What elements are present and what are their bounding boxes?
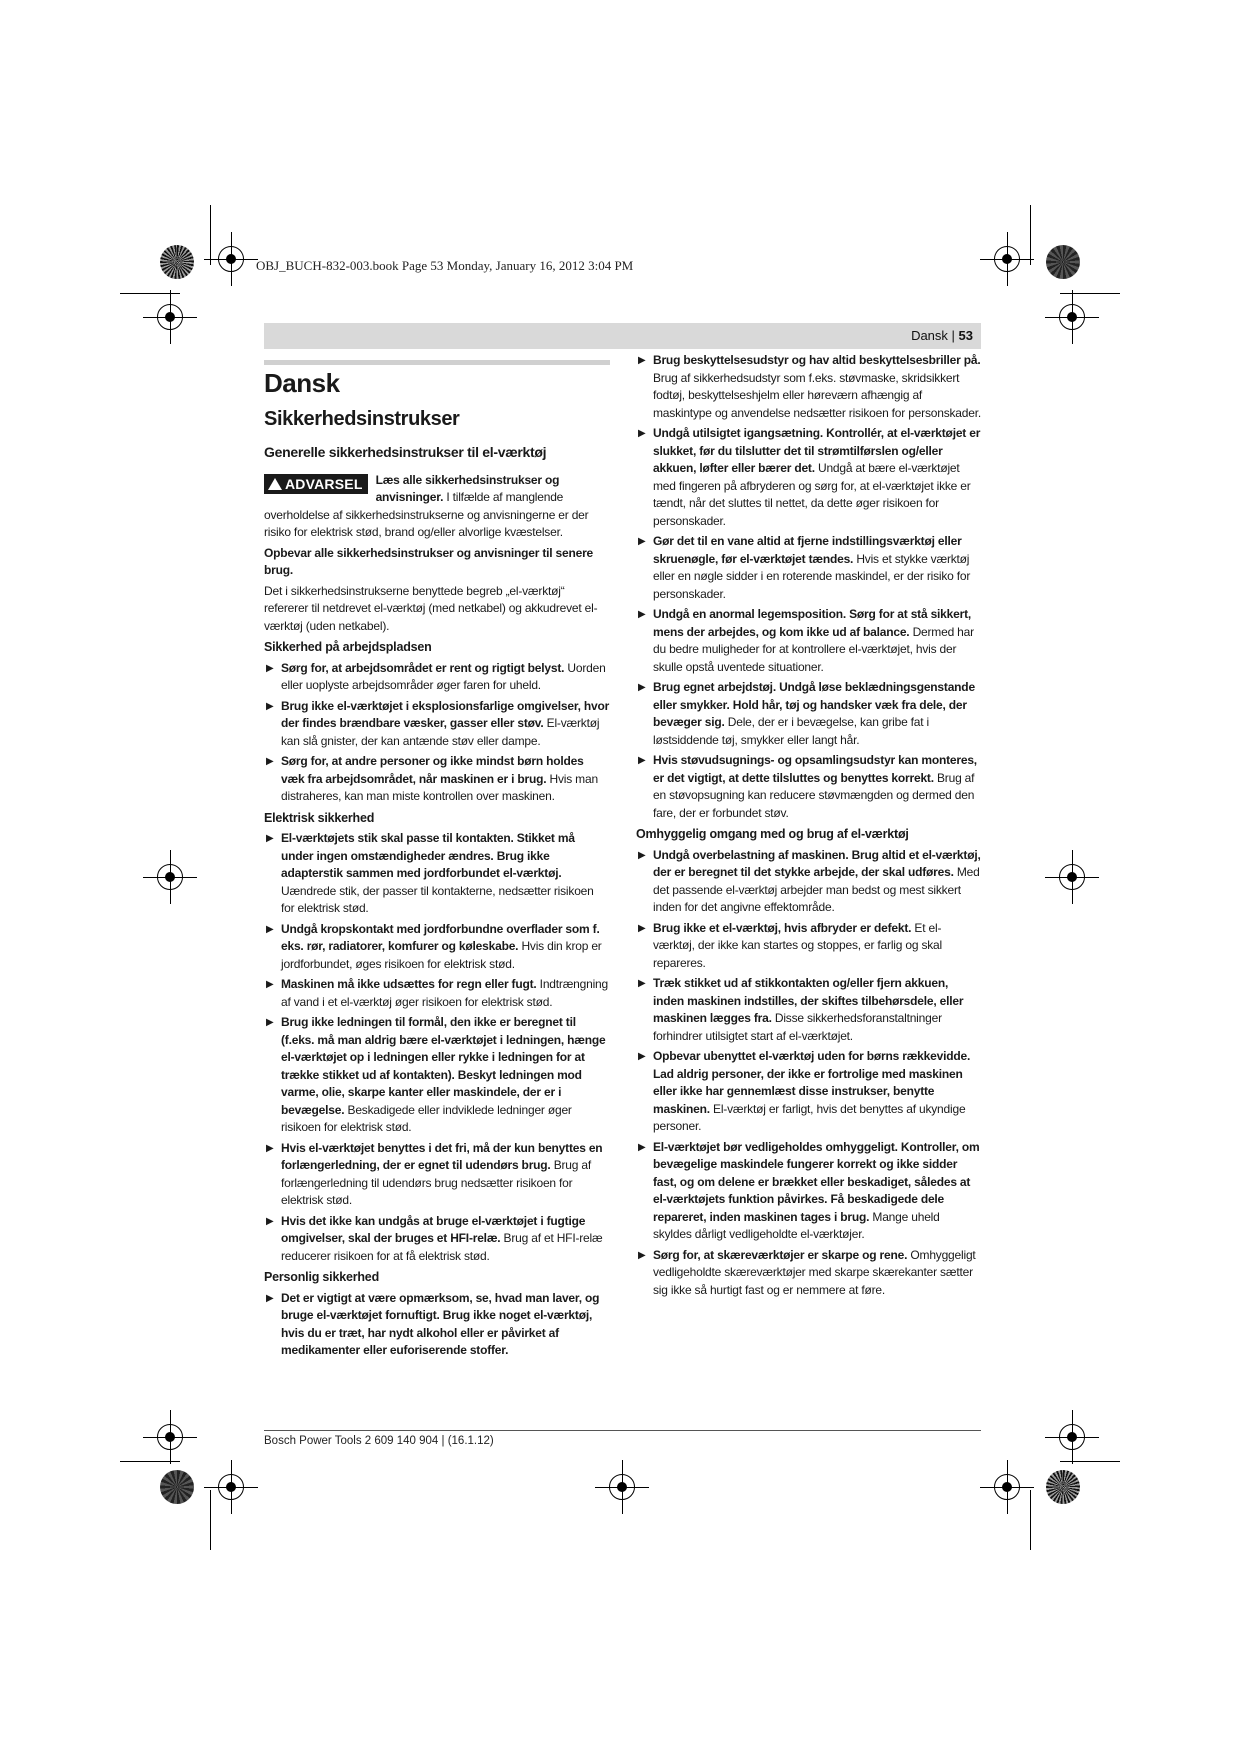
bullet-arrow-icon: ▶: [638, 536, 646, 547]
bullet-arrow-icon: ▶: [638, 849, 646, 861]
crosshair-mid-left: [143, 850, 197, 904]
keep-bold: Opbevar alle sikkerhedsinstrukser og anvisninger til senere brug.: [264, 545, 594, 577]
trim-line-bottom-left-h: [120, 1461, 180, 1462]
list-item: ▶ Brug ikke et el-værktøj, hvis afbryder er defekt. Et el-værktøj, der ikke kan startes og stoppes, er farlig og skal repareres.: [638, 920, 942, 970]
bullet-arrow-icon: ▶: [266, 756, 274, 767]
warning-label: ADVARSEL: [285, 475, 363, 492]
page-number: 53: [958, 328, 973, 343]
header-language: Dansk: [911, 328, 948, 343]
bullet-arrow-icon: ▶: [638, 682, 646, 693]
registration-wheel-bottom-left: [160, 1470, 194, 1504]
list-item: ▶ Undgå kropskontakt med jordforbundne overflader som f. eks. rør, radiatorer, komfurer og køleskabe. Hvis din krop er jordforbundet, øges risikoen for elektrisk stød.: [266, 921, 602, 971]
bullet-arrow-icon: ▶: [266, 662, 274, 674]
warning-triangle-icon: [268, 478, 282, 490]
list-item: ▶ Maskinen må ikke udsættes for regn eller fugt. Indtrængning af vand i et el-værktøj øger risikoen for elektrisk stød.: [266, 977, 608, 1009]
left-column: [264, 352, 610, 1357]
footer-rule: [264, 1430, 981, 1431]
bullet-arrow-icon: ▶: [266, 1142, 274, 1154]
electrical-list: [264, 830, 610, 1265]
list-item: ▶ Det er vigtigt at være opmærksom, se, hvad man laver, og bruge el-værktøjet fornuftigt. Brug ikke noget el-værktøj, hvis du er træt, har nydt alkohol eller er påvirket af medikamenter eller euforiserende stoffer.: [266, 1290, 600, 1357]
registration-wheel-top-left: [160, 245, 194, 279]
trim-line-bottom-right-v: [1030, 1490, 1031, 1550]
crosshair-upper-left: [143, 290, 197, 344]
personal-heading: Personlig sikkerhed: [264, 1270, 379, 1284]
bullet-arrow-icon: ▶: [638, 978, 646, 989]
work-area-heading: Sikkerhed på arbejdspladsen: [264, 640, 432, 654]
warning-bold: Læs alle sikkerhedsinstrukser og anvisninger.: [375, 472, 560, 504]
trim-line-bottom-right-h: [1060, 1461, 1120, 1462]
crosshair-bottom-center: [595, 1460, 649, 1514]
list-item: ▶ Undgå en anormal legemsposition. Sørg for at stå sikkert, mens der arbejdes, og kom ikke ud af balance. Dermed har du bedre muligheder for at kontrollere el-værktøjet, hvis der skulle opstå uventede situationer.: [638, 607, 974, 674]
trim-line-top-right-v: [1030, 205, 1031, 265]
running-header: Dansk | 53: [911, 328, 973, 343]
bullet-arrow-icon: ▶: [266, 833, 274, 844]
bullet-arrow-icon: ▶: [266, 1017, 274, 1028]
trim-line-top-left-h: [120, 293, 180, 294]
crosshair-lower-right: [1045, 1410, 1099, 1464]
registration-wheel-top-right: [1046, 245, 1080, 279]
personal-list-start: [264, 1290, 610, 1357]
title-rule: [264, 360, 610, 365]
bullet-arrow-icon: ▶: [638, 609, 646, 620]
bullet-arrow-icon: ▶: [638, 755, 646, 766]
crosshair-bottom-left: [204, 1460, 258, 1514]
page-footer: Bosch Power Tools 2 609 140 904 | (16.1.12): [264, 1435, 494, 1447]
list-item: ▶ Undgå overbelastning af maskinen. Brug altid et el-værktøj, der er beregnet til det stykke arbejde, der skal udføres. Med det passende el-værktøj arbejder man bedst og mest sikkert inden for det angivne effektområde.: [638, 847, 981, 914]
trim-line-top-left-v: [210, 205, 211, 265]
list-item: ▶ Sørg for, at skæreværktøjer er skarpe og rene. Omhyggeligt vedligeholdte skæreværktøjer med skarpe skærekanter sætter sig ikke så hurtigt fast og er nemmere at føre.: [638, 1247, 976, 1297]
list-item: ▶ Opbevar ubenyttet el-værktøj uden for børns rækkevidde. Lad aldrig personer, der ikke er fortrolige med maskinen eller ikke har gennemlæst disse instrukser, benytte maskinen. El-værktøj er farligt, hvis det benyttes af ukyndige personer.: [638, 1049, 971, 1133]
crosshair-top-left: [204, 232, 258, 286]
list-item: ▶ Hvis el-værktøjet benyttes i det fri, må der kun benyttes en forlængerledning, der er egnet til udendørs brug. Brug af forlængerledning til udendørs brug nedsætter risikoen for elektrisk stød.: [266, 1140, 603, 1207]
list-item: ▶ Undgå utilsigtet igangsætning. Kontrollér, at el-værktøjet er slukket, før du tilslutter det til strømtilførslen og/eller akkuen, løfter eller bærer det. Undgå at bære el-værktøjet med fingeren på afbryderen og sørg for, at el-værktøjet ikke er tændt, når det sluttes til nettet, da dette øger risikoen for personskader.: [638, 426, 981, 528]
list-item: ▶ Brug egnet arbejdstøj. Undgå løse beklædningsgenstande eller smykker. Hold hår, tøj og handsker væk fra dele, der bevæger sig. Dele, der er i bevægelse, kan gribe fat i løstsiddende tøj, smykker eller langt hår.: [638, 680, 975, 747]
bullet-arrow-icon: ▶: [638, 1051, 646, 1062]
list-item: ▶ Brug ikke el-værktøjet i eksplosionsfarlige omgivelser, hvor der findes brændbare væsker, gasser eller støv. El-værktøj kan slå gnister, der kan antænde støv eller dampe.: [266, 698, 610, 748]
careful-heading: Omhyggelig omgang med og brug af el-værktøj: [636, 827, 909, 841]
running-header-bar: [264, 323, 981, 349]
bullet-arrow-icon: ▶: [638, 922, 646, 934]
warning-badge: [264, 474, 368, 495]
definition-paragraph: Det i sikkerhedsinstrukserne benyttede begreb „el-værktøj“ refererer til netdrevet el-værktøj (med netkabel) og akkudrevet el-værktøj (uden netkabel).: [264, 583, 598, 633]
registration-wheel-bottom-right: [1046, 1470, 1080, 1504]
crosshair-upper-right: [1045, 290, 1099, 344]
bullet-arrow-icon: ▶: [638, 355, 646, 366]
careful-list: [636, 847, 981, 1300]
bullet-arrow-icon: ▶: [638, 1141, 646, 1153]
keep-instructions: [264, 545, 610, 580]
list-item: ▶ Brug ikke ledningen til formål, den ikke er beregnet til (f.eks. må man aldrig bære el-værktøjet i ledningen, hænge el-værktøjet op i ledningen eller rykke i ledningen for at trække stikket ud af kontakten). Beskyt ledningen mod varme, olie, skarpe kanter eller maskindele, der er i bevægelse. Beskadigede eller indviklede ledninger øger risikoen for elektrisk stød.: [266, 1015, 606, 1134]
crosshair-mid-right: [1045, 850, 1099, 904]
book-slug-line: OBJ_BUCH-832-003.book Page 53 Monday, January 16, 2012 3:04 PM: [256, 258, 634, 273]
trim-line-top-right-h: [1060, 293, 1120, 294]
bullet-arrow-icon: ▶: [266, 979, 274, 990]
crosshair-top-right: [980, 232, 1034, 286]
list-item: ▶ El-værktøjet bør vedligeholdes omhyggeligt. Kontroller, om bevægelige maskindele fungerer korrekt og ikke sidder fast, og om delene er brækket eller beskadiget, således at el-værktøjets funktion påvirkes. Få beskadigede dele repareret, inden maskinen tages i brug. Mange uheld skyldes dårligt vedligeholdte el-værktøjer.: [638, 1139, 980, 1241]
crosshair-bottom-right: [980, 1460, 1034, 1514]
crosshair-lower-left: [143, 1410, 197, 1464]
personal-list: [636, 352, 981, 822]
warning-text: I tilfælde af manglende overholdelse af sikkerhedsinstrukserne og anvisningerne er der risiko for elektrisk stød, brand og/eller alvorlige kvæstelser.: [264, 490, 589, 539]
electrical-heading: Elektrisk sikkerhed: [264, 810, 375, 825]
list-item: ▶ Hvis støvudsugnings- og opsamlingsudstyr kan monteres, er det vigtigt, at dette tilsluttes og benyttes korrekt. Brug af en støvopsugning kan reducere støvmængden og dermed den fare, der er forbundet støv.: [638, 753, 977, 820]
bullet-arrow-icon: ▶: [638, 428, 646, 439]
section-title: Sikkerhedsinstrukser: [264, 407, 460, 430]
bullet-arrow-icon: ▶: [266, 923, 274, 935]
warning-paragraph: [264, 472, 610, 542]
list-item: ▶ El-værktøjets stik skal passe til kontakten. Stikket må under ingen omstændigheder ændres. Brug ikke adapterstik sammen med jordforbundet el-værktøj. Uændrede stik, der passer til kontakterne, nedsætter risikoen for elektrisk stød.: [266, 831, 594, 915]
list-item: ▶ Sørg for, at arbejdsområdet er rent og rigtigt belyst. Uorden eller uoplyste arbejdsområder øger faren for uheld.: [266, 660, 606, 692]
bullet-arrow-icon: ▶: [638, 1249, 646, 1261]
page-title: Dansk: [264, 368, 340, 398]
list-item: ▶ Træk stikket ud af stikkontakten og/eller fjern akkuen, inden maskinen indstilles, der skiftes tilbehørsdele, eller maskinen lægges fra. Disse sikkerhedsforanstaltninger forhindrer utilsigtet start af el-værktøjet.: [638, 976, 964, 1043]
subsection-title: Generelle sikkerhedsinstrukser til el-værktøj: [264, 444, 547, 460]
bullet-arrow-icon: ▶: [266, 700, 274, 712]
right-column: [636, 352, 981, 1302]
work-area-list: [264, 660, 610, 806]
list-item: ▶ Sørg for, at andre personer og ikke mindst børn holdes væk fra arbejdsområdet, når maskinen er i brug. Hvis man distraheres, kan man miste kontrollen over maskinen.: [266, 754, 598, 803]
list-item: ▶ Hvis det ikke kan undgås at bruge el-værktøjet i fugtige omgivelser, skal der bruges et HFI-relæ. Brug af et HFI-relæ reducerer risikoen for at få elektrisk stød.: [266, 1213, 603, 1263]
bullet-arrow-icon: ▶: [266, 1292, 274, 1304]
list-item: ▶ Gør det til en vane altid at fjerne indstillingsværktøj eller skruenøgle, før el-værktøjet tændes. Hvis et stykke værktøj eller en nøgle sidder i en roterende maskindel, er der risiko for personskader.: [638, 534, 971, 601]
bullet-arrow-icon: ▶: [266, 1215, 274, 1227]
trim-line-bottom-left-v: [210, 1490, 211, 1550]
list-item: ▶ Brug beskyttelsesudstyr og hav altid beskyttelsesbriller på. Brug af sikkerhedsudstyr som f.eks. støvmaske, skridsikkert fodtøj, beskyttelseshjelm eller høreværn afhængig af maskintype og anvendelse nedsætter risikoen for personskader.: [638, 353, 981, 420]
